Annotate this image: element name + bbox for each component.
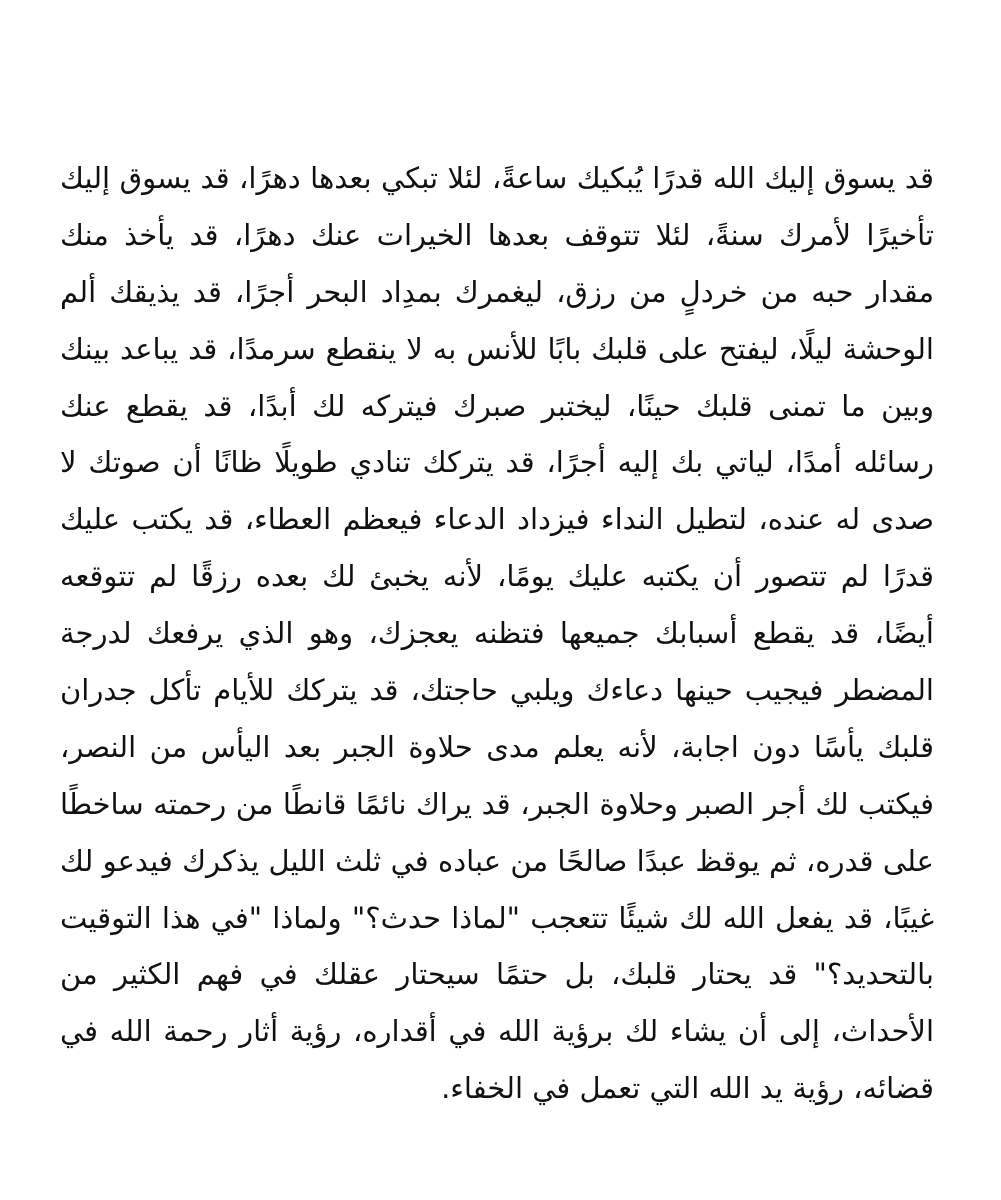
arabic-paragraph	[60, 150, 934, 1117]
paragraph-line: رسائله أمدًا، لياتي بك إليه أجرًا، قد يتركك تنادي طويلًا ظانًا أن صوتك لا	[60, 445, 934, 480]
paragraph-line: قلبك يأسًا دون اجابة، لأنه يعلم مدى حلاوة الجبر بعد اليأس من النصر،	[60, 729, 934, 764]
paragraph-line: قضائه، رؤية يد الله التي تعمل في الخفاء.	[441, 1071, 934, 1106]
paragraph-line: على قدره، ثم يوقظ عبدًا صالحًا من عباده في ثلث الليل يذكرك فيدعو لك	[60, 843, 934, 878]
paragraph-line: قد يسوق إليك الله قدرًا يُبكيك ساعةً، لئلا تبكي بعدها دهرًا، قد يسوق إليك	[60, 161, 934, 195]
paragraph-line: مقدار حبه من خردلٍ من رزق، ليغمرك بمدِاد البحر أجرًا، قد يذيقك ألم	[60, 274, 934, 309]
paragraph-line: الأحداث، إلى أن يشاء لك برؤية الله في أقداره، رؤية أثار رحمة الله في	[60, 1014, 934, 1049]
paragraph-line: بالتحديد؟" قد يحتار قلبك، بل حتمًا سيحتار عقلك في فهم الكثير من	[60, 957, 934, 992]
paragraph-line: فيكتب لك أجر الصبر وحلاوة الجبر، قد يراك نائمًا قانطًا من رحمته ساخطًا	[60, 786, 934, 821]
paragraph-line: صدى له عنده، لتطيل النداء فيزداد الدعاء فيعظم العطاء، قد يكتب عليك	[60, 502, 934, 537]
paragraph-line: المضطر فيجيب حينها دعاءك ويلبي حاجتك، قد يتركك للأيام تأكل جدران	[60, 673, 934, 708]
paragraph-line: الوحشة ليلًا، ليفتح على قلبك بابًا للأنس به لا ينقطع سرمدًا، قد يباعد بينك	[60, 331, 934, 366]
paragraph-line: قدرًا لم تتصور أن يكتبه عليك يومًا، لأنه يخبئ لك بعده رزقًا لم تتوقعه	[60, 559, 934, 594]
paragraph-line: وبين ما تمنى قلبك حينًا، ليختبر صبرك فيتركه لك أبدًا، قد يقطع عنك	[60, 388, 934, 423]
paragraph-line: تأخيرًا لأمرك سنةً، لئلا تتوقف بعدها الخيرات عنك دهرًا، قد يأخذ منك	[60, 217, 934, 252]
paragraph-line: أيضًا، قد يقطع أسبابك جميعها فتظنه يعجزك، وهو الذي يرفعك لدرجة	[60, 616, 934, 651]
paragraph-line: غيبًا، قد يفعل الله لك شيئًا تتعجب "لماذا حدث؟" ولماذا "في هذا التوقيت	[60, 900, 934, 935]
